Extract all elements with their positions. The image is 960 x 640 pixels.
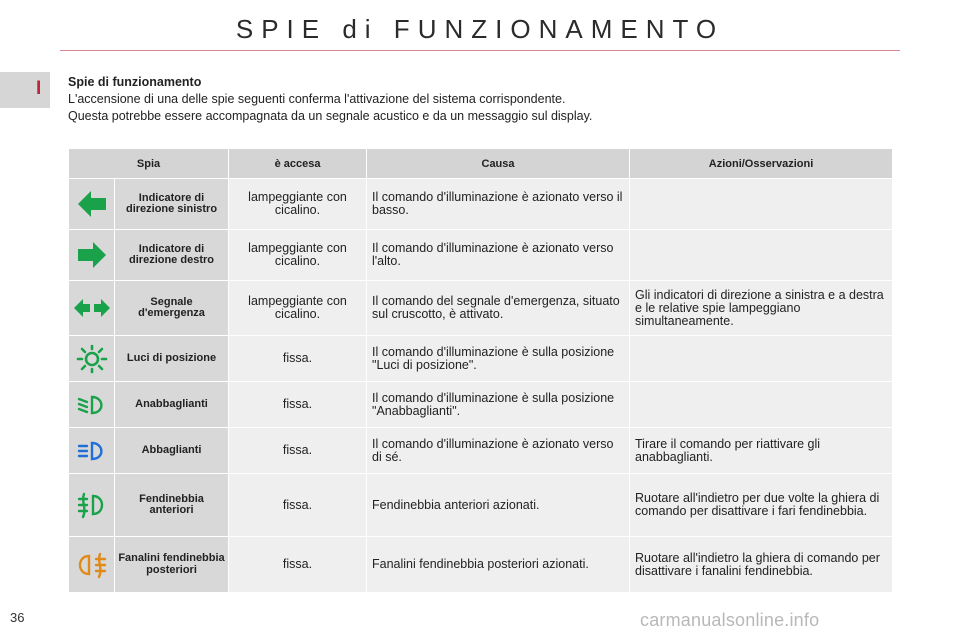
table-row xyxy=(69,230,893,281)
hazard-arrows-icon xyxy=(70,297,113,319)
light-name: Anabbaglianti xyxy=(115,382,229,428)
light-action xyxy=(630,179,893,230)
arrow-left-icon xyxy=(70,189,113,219)
light-action: Gli indicatori di direzione a sinistra e a destra e le relative spie lampeggiano simultaneamente. xyxy=(630,281,893,336)
light-action: Tirare il comando per riattivare gli anabbaglianti. xyxy=(630,428,893,474)
light-name: Segnale d'emergenza xyxy=(115,281,229,336)
light-cause: Il comando d'illuminazione è sulla posizione "Luci di posizione". xyxy=(367,336,630,382)
light-state: lampeggiante con cicalino. xyxy=(229,179,367,230)
table-row xyxy=(69,179,893,230)
icon-cell xyxy=(69,230,115,281)
intro-line-2: Questa potrebbe essere accompagnata da un segnale acustico e da un messaggio sul display. xyxy=(68,109,593,123)
light-cause: Fendinebbia anteriori azionati. xyxy=(367,474,630,537)
light-name: Luci di posizione xyxy=(115,336,229,382)
page-number: 36 xyxy=(10,610,25,625)
light-action xyxy=(630,230,893,281)
icon-cell xyxy=(69,428,115,474)
header-accesa: è accesa xyxy=(229,149,367,179)
light-state: lampeggiante con cicalino. xyxy=(229,281,367,336)
table-row xyxy=(69,281,893,336)
light-state: fissa. xyxy=(229,428,367,474)
section-tab xyxy=(0,72,50,108)
intro-heading: Spie di funzionamento xyxy=(68,75,202,89)
table-row xyxy=(69,537,893,593)
light-cause: Il comando d'illuminazione è sulla posizione "Anabbaglianti". xyxy=(367,382,630,428)
icon-cell xyxy=(69,382,115,428)
arrow-right-icon xyxy=(70,240,113,270)
page-title: SPIE di FUNZIONAMENTO xyxy=(235,14,725,44)
light-state: fissa. xyxy=(229,382,367,428)
section-marker: I xyxy=(36,78,42,99)
icon-cell xyxy=(69,537,115,593)
light-cause: Il comando d'illuminazione è azionato verso di sé. xyxy=(367,428,630,474)
icon-cell xyxy=(69,474,115,537)
icon-cell xyxy=(69,179,115,230)
light-state: fissa. xyxy=(229,474,367,537)
title-divider xyxy=(60,50,900,51)
light-name: Indicatore di direzione sinistro xyxy=(115,179,229,230)
light-name: Fendinebbia anteriori xyxy=(115,474,229,537)
high-beam-icon xyxy=(70,439,113,463)
light-state: fissa. xyxy=(229,537,367,593)
icon-cell xyxy=(69,336,115,382)
warning-lights-table xyxy=(68,148,893,593)
intro-text xyxy=(68,74,908,125)
intro-line-1: L'accensione di una delle spie seguenti conferma l'attivazione del sistema corrispondente. xyxy=(68,92,566,106)
light-action: Ruotare all'indietro la ghiera di comando per disattivare i fanalini fendinebbia. xyxy=(630,537,893,593)
watermark: carmanualsonline.info xyxy=(640,610,820,630)
light-state: fissa. xyxy=(229,336,367,382)
table-row xyxy=(69,336,893,382)
rear-fog-icon xyxy=(70,551,113,579)
low-beam-icon xyxy=(70,393,113,417)
header-azioni: Azioni/Osservazioni xyxy=(630,149,893,179)
table-header-row xyxy=(69,149,893,179)
light-cause: Fanalini fendinebbia posteriori azionati. xyxy=(367,537,630,593)
table-row xyxy=(69,382,893,428)
light-name: Indicatore di direzione destro xyxy=(115,230,229,281)
light-action xyxy=(630,382,893,428)
front-fog-icon xyxy=(70,491,113,519)
light-cause: Il comando d'illuminazione è azionato verso il basso. xyxy=(367,179,630,230)
header-causa: Causa xyxy=(367,149,630,179)
light-cause: Il comando d'illuminazione è azionato verso l'alto. xyxy=(367,230,630,281)
light-action xyxy=(630,336,893,382)
table-row xyxy=(69,428,893,474)
icon-cell xyxy=(69,281,115,336)
header-spia: Spia xyxy=(69,149,229,179)
position-lights-icon xyxy=(70,344,113,374)
light-state: lampeggiante con cicalino. xyxy=(229,230,367,281)
light-cause: Il comando del segnale d'emergenza, situato sul cruscotto, è attivato. xyxy=(367,281,630,336)
light-action: Ruotare all'indietro per due volte la ghiera di comando per disattivare i fari fendinebbia. xyxy=(630,474,893,537)
table-row xyxy=(69,474,893,537)
light-name: Fanalini fendinebbia posteriori xyxy=(115,537,229,593)
light-name: Abbaglianti xyxy=(115,428,229,474)
